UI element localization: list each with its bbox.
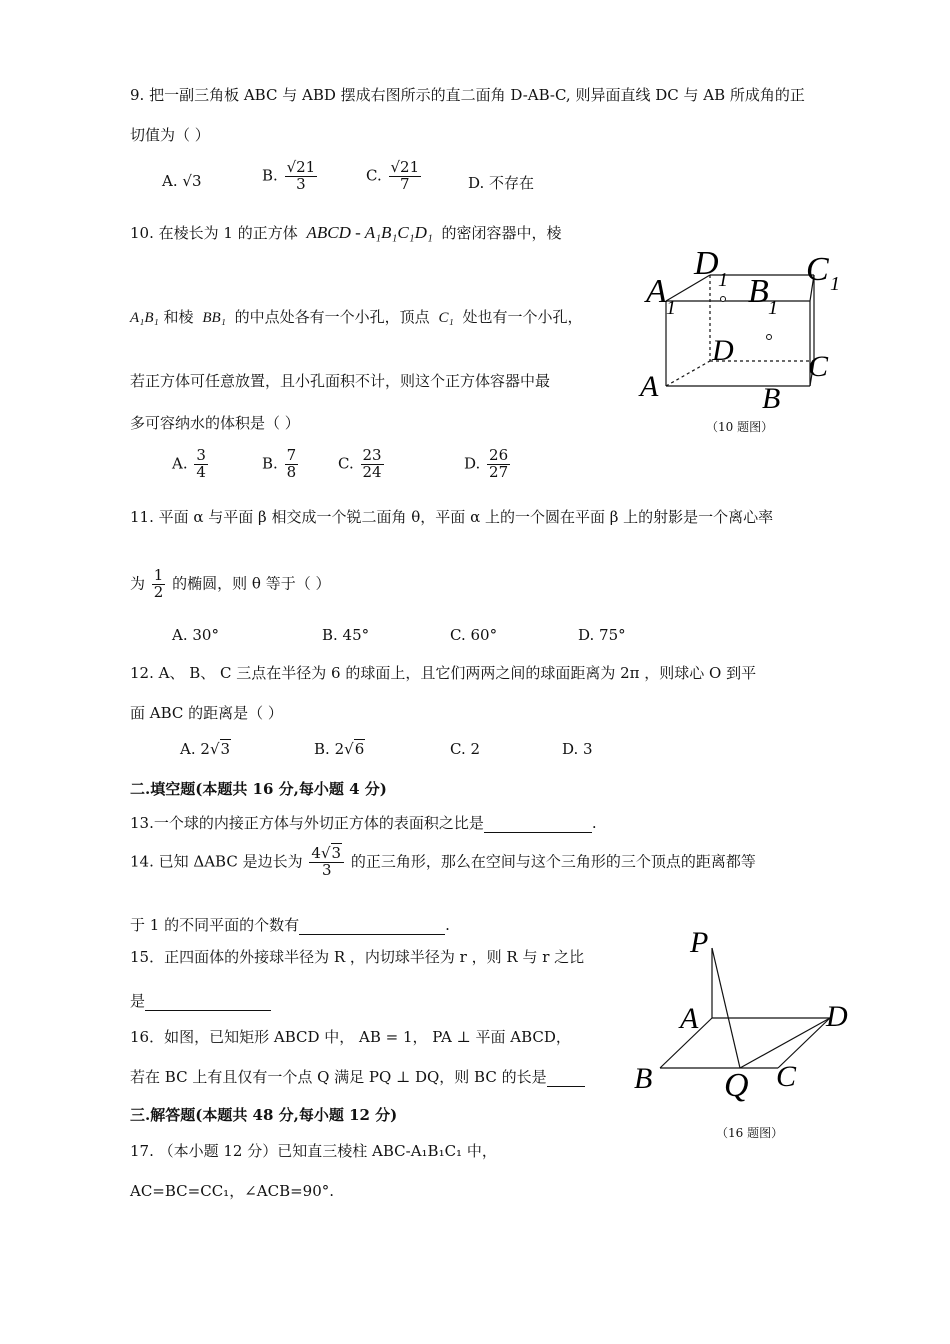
q16-line2: 若在 BC 上有且仅有一个点 Q 满足 PQ ⊥ DQ，则 BC 的长是 [130,1066,585,1087]
label-a: A [640,370,659,403]
q11-line2: 为 $\frac{1}{2}$ 的椭圆，则 θ 等于（ ） [130,566,331,601]
q12-option-b: B. 2√6 [314,740,365,758]
section-2-heading: 二.填空题(本题共 16 分,每小题 4 分) [130,780,387,798]
q10-line1: 10. 在棱长为 1 的正方体 ABCD - A₁B₁C₁D₁ 的密闭容器中，棱 [130,223,562,242]
label-c1: C [806,251,829,288]
q13-blank[interactable] [484,832,592,833]
label-b: B [762,382,781,414]
label-d: D [712,334,734,367]
figure-16 [630,926,864,1106]
q10-option-b: B. $\frac{7}{8}$ [262,446,297,481]
edge-ad [666,361,710,386]
section-3-heading: 三.解答题(本题共 48 分,每小题 12 分) [130,1106,398,1124]
label-b1: B [748,273,769,310]
label-c1-sub: 1 [830,273,840,295]
label-a: A [680,1002,699,1035]
label-a1: A [646,273,667,310]
label-a1-sub: 1 [666,297,676,319]
q9-line1: 9. 把一副三角板 ABC 与 ABD 摆成右图所示的直二面角 D-AB-C, 则异面直线 DC 与 AB 所成角的正 [130,86,805,104]
hole-a1b1 [721,297,726,302]
q9-option-c: C. $\frac{√21}{7}$ [366,158,420,193]
q16-caption: （16 题图） [716,1126,784,1140]
label-p: P [690,926,709,959]
cube-figure [636,238,852,414]
label-b: B [634,1062,653,1095]
hole-bb1 [767,335,772,340]
q10-caption: （10 题图） [706,420,774,434]
q10-option-d: D. $\frac{26}{27}$ [464,446,509,481]
q15-line1: 15．正四面体的外接球半径为 R ，内切球半径为 r ，则 R 与 r 之比 [130,948,585,966]
q10-line4: 多可容纳水的体积是（ ） [130,414,300,432]
edge-pq [712,948,740,1068]
label-d1: D [694,245,719,282]
q11-option-b: B. 45° [322,626,370,644]
label-d1-sub: 1 [718,269,728,291]
q10-line3: 若正方体可任意放置，且小孔面积不计，则这个正方体容器中最 [130,372,551,390]
q10-line2: A₁B₁ 和棱 BB₁ 的中点处各有一个小孔，顶点 C₁ 处也有一个小孔， [130,308,583,326]
q14-line2: 于 1 的不同平面的个数有 . [130,916,450,934]
q11-line1: 11. 平面 α 与平面 β 相交成一个锐二面角 θ，平面 α 上的一个圆在平面 β 上的射影是一个离心率 [130,508,774,526]
q15-blank[interactable] [145,1010,271,1011]
q9-option-b: B. $\frac{√21}{3}$ [262,158,316,193]
q16-blank[interactable] [547,1086,585,1087]
q17-line2: AC=BC=CC₁，∠ACB=90°. [130,1182,335,1200]
q16-line1: 16．如图，已知矩形 ABCD 中， AB = 1， PA ⊥ 平面 ABCD， [130,1028,571,1046]
q14-line1: 14. 已知 ΔABC 是边长为 $\frac{4√3}{3}$ 的正三角形，那么在空间与这个三角形的三个顶点的距离都等 [130,844,756,879]
q9-line2: 切值为（ ） [130,126,210,144]
q12-line2: 面 ABC 的距离是（ ） [130,704,283,722]
q12-option-a: A. 2√3 [180,740,231,758]
q13: 13.一个球的内接正方体与外切正方体的表面积之比是 . [130,814,597,832]
q11-option-a: A. 30° [172,626,219,644]
label-c: C [776,1060,797,1093]
label-d: D [826,1000,848,1033]
q12-line1: 12. A、 B、 C 三点在半径为 6 的球面上，且它们两两之间的球面距离为 2π ，则球心 O 到平 [130,664,757,682]
label-c: C [808,350,829,383]
label-q: Q [724,1067,749,1104]
q10-option-a: A. $\frac{3}{4}$ [172,446,206,481]
q10-option-c: C. $\frac{23}{24}$ [338,446,382,481]
q12-option-c: C. 2 [450,740,481,758]
q15-line2: 是 [130,990,271,1011]
q14-blank[interactable] [299,934,445,935]
q9-option-a: A. √3 [162,172,202,190]
label-b1-sub: 1 [768,297,778,319]
q11-option-d: D. 75° [578,626,626,644]
q9-option-d: D. 不存在 [468,174,535,192]
q17-line1: 17. （本小题 12 分）已知直三棱柱 ABC-A₁B₁C₁ 中， [130,1142,497,1160]
q12-option-d: D. 3 [562,740,593,758]
q11-option-c: C. 60° [450,626,498,644]
